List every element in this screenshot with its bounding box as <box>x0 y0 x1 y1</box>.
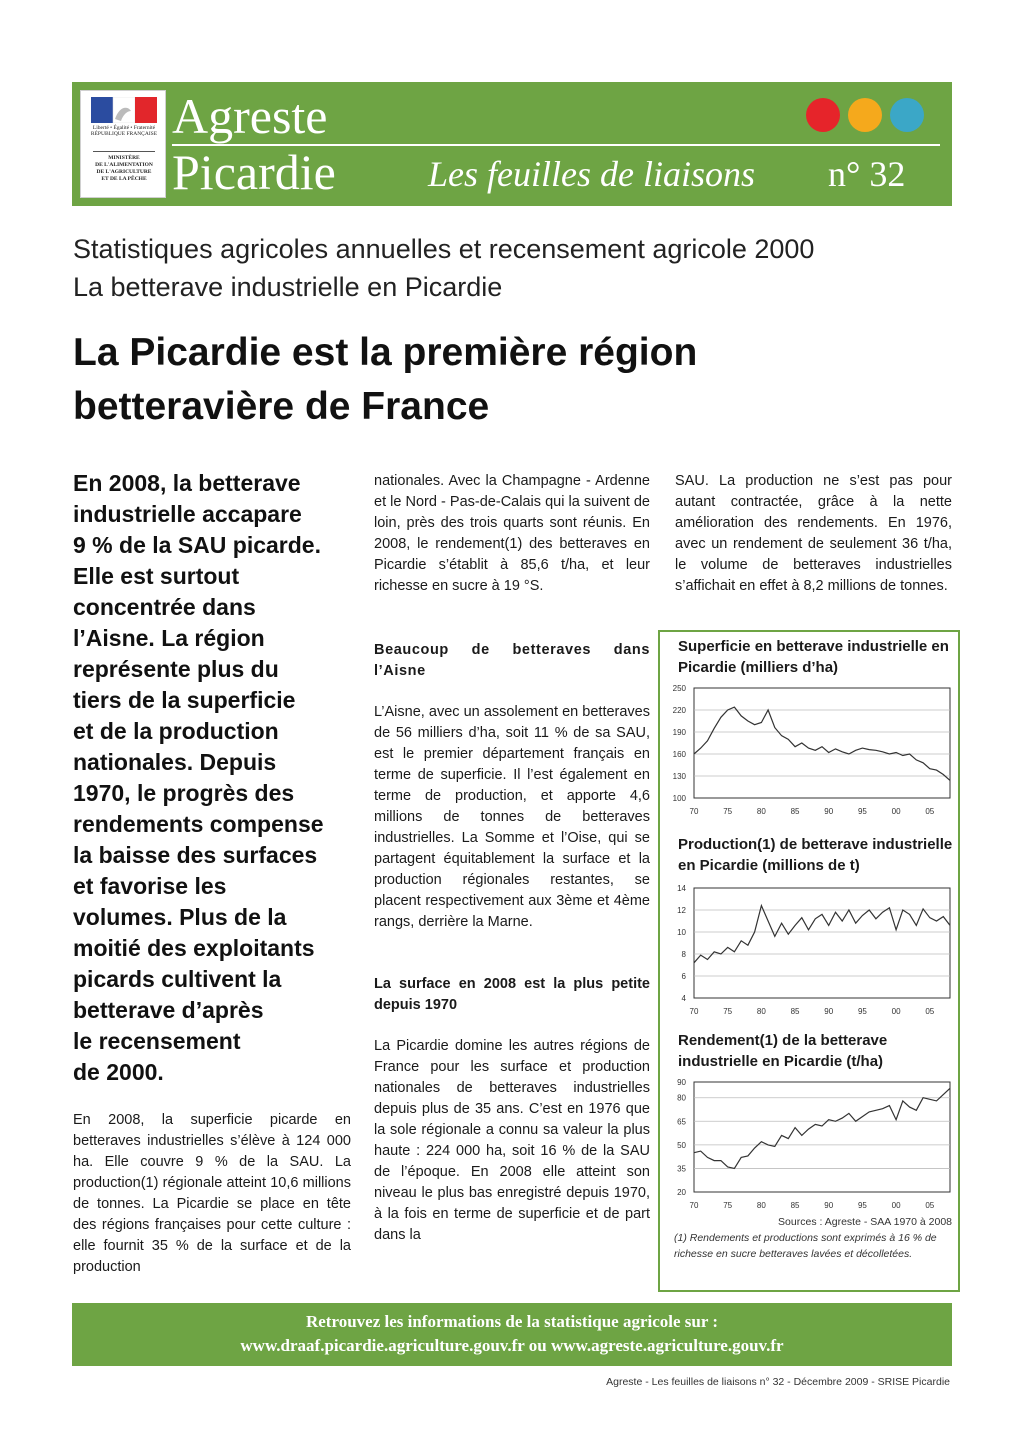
x-tick-label: 70 <box>689 1007 699 1016</box>
ministry-name-line: DE L'ALIMENTATION <box>95 162 153 168</box>
lead-line: de 2000. <box>73 1059 164 1085</box>
page-title <box>73 326 697 434</box>
y-tick-label: 160 <box>672 750 686 759</box>
col2-paragraph-2: L’Aisne, avec un assolement en betteraves de 56 milliers d’ha, soit 11 % de sa SAU, est le premier département français en terme de superficie. Il l’est également en terme de production, et apporte 4,6 millions de tonnes de betteraves industrielles. La Somme et l’Oise, qui se partagent équitablement la surface et la production régionales restantes, se placent respectivement aux 3ème et 4ème rangs, derrière la Marne. <box>374 704 650 930</box>
lead-line: concentrée dans <box>73 594 256 620</box>
chart-title-production: Production(1) de betterave industrielle en Picardie (millions de t) <box>678 836 953 874</box>
y-tick-label: 10 <box>677 928 686 937</box>
page-title-line: betteravière de France <box>73 385 490 428</box>
x-tick-label: 95 <box>857 807 867 816</box>
x-tick-label: 00 <box>891 807 901 816</box>
x-tick-label: 90 <box>824 1007 834 1016</box>
footer-banner <box>72 1303 952 1366</box>
lead-line: Elle est surtout <box>73 563 240 589</box>
x-tick-label: 05 <box>925 807 935 816</box>
chart-title-rendement: Rendement(1) de la betterave industrielle en Picardie (t/ha) <box>678 1032 888 1070</box>
header-banner <box>72 82 952 206</box>
x-tick-label: 85 <box>790 1007 800 1016</box>
y-tick-label: 220 <box>672 706 686 715</box>
x-tick-label: 00 <box>891 1007 901 1016</box>
brand-picardie: Picardie <box>172 144 336 200</box>
y-tick-label: 4 <box>681 994 686 1003</box>
x-tick-label: 75 <box>723 1007 733 1016</box>
chart-footnote: (1) Rendements et productions sont exprimés à 16 % de richesse en sucre betteraves lavées et décolletées. <box>674 1232 937 1260</box>
y-tick-label: 250 <box>672 684 686 693</box>
y-tick-label: 65 <box>677 1117 686 1127</box>
plot-frame <box>694 1082 950 1192</box>
issue-number: n° 32 <box>828 154 906 194</box>
col2-paragraph-1: nationales. Avec la Champagne - Ardenne et le Nord - Pas-de-Calais qui la suivent de loin, près des trois quarts sont réunis. En 2008, le rendement(1) des betteraves en Picardie s’établit à 85,6 t/ha, et leur richesse en sucre à 19 °S. <box>374 473 650 594</box>
x-tick-label: 80 <box>756 1201 766 1210</box>
lead-line: betterave d’après <box>73 997 264 1023</box>
col3-paragraph: SAU. La production ne s’est pas pour autant contractée, grâce à la nette amélioration des rendements. En 1976, avec un rendement de seulement 36 t/ha, le volume de betteraves industrielles s’affichait en effet à 8,2 millions de tonnes. <box>675 473 952 594</box>
lead-line: industrielle accapare <box>73 501 302 527</box>
x-tick-label: 85 <box>790 807 800 816</box>
lead-line: En 2008, la betterave <box>73 470 301 496</box>
lead-line: l’Aisne. La région <box>73 625 265 651</box>
subheading-surface: La surface en 2008 est la plus petite depuis 1970 <box>374 976 650 1013</box>
col1-paragraph: En 2008, la superficie picarde en betteraves industrielles s’élève à 124 000 ha. Elle couvre 9 % de la SAU. La production(1) régionale atteint 10,6 millions de tonnes. La Picardie se place en tête des régions françaises pour cette culture : elle fournit 35 % de la surface et de la production <box>73 1112 351 1275</box>
x-tick-label: 80 <box>756 1007 766 1016</box>
blue-dot-icon <box>890 98 924 132</box>
chart-rendement <box>660 1074 960 1214</box>
lead-line: représente plus du <box>73 656 279 682</box>
x-tick-label: 75 <box>723 1201 733 1210</box>
page-credit: Agreste - Les feuilles de liaisons n° 32 - Décembre 2009 - SRISE Picardie <box>606 1376 950 1388</box>
chart-production <box>660 880 960 1020</box>
page-title-line: La Picardie est la première région <box>73 331 698 374</box>
lead-line: 1970, le progrès des <box>73 780 295 806</box>
x-tick-label: 70 <box>689 807 699 816</box>
column-2 <box>374 471 650 1246</box>
lead-line: et favorise les <box>73 873 227 899</box>
y-tick-label: 6 <box>681 972 686 981</box>
y-tick-label: 90 <box>677 1078 686 1087</box>
lead-line: et de la production <box>73 718 279 744</box>
charts-panel <box>658 630 960 1292</box>
y-tick-label: 8 <box>681 950 686 959</box>
lead-line: nationales. Depuis <box>73 749 277 775</box>
kicker-line: Statistiques agricoles annuelles et recensement agricole 2000 <box>73 234 815 264</box>
ministry-name-line: DE L'AGRICULTURE <box>96 169 152 175</box>
chart-title-superficie: Superficie en betterave industrielle en Picardie (milliers d’ha) <box>678 638 949 676</box>
x-tick-label: 05 <box>925 1201 935 1210</box>
x-tick-label: 05 <box>925 1007 935 1016</box>
lead-line: volumes. Plus de la <box>73 904 287 930</box>
subheading-aisne: Beaucoup de betteraves dans l’Aisne <box>374 642 650 679</box>
orange-dot-icon <box>848 98 882 132</box>
y-tick-label: 50 <box>677 1140 686 1150</box>
plot-frame <box>694 888 950 998</box>
kicker <box>73 230 814 306</box>
y-tick-label: 35 <box>677 1164 686 1174</box>
ministry-republic: RÉPUBLIQUE FRANÇAISE <box>90 131 158 137</box>
y-tick-label: 20 <box>677 1188 686 1197</box>
y-tick-label: 80 <box>677 1093 686 1103</box>
lead-paragraph <box>73 468 351 1088</box>
footer-links[interactable]: www.draaf.picardie.agriculture.gouv.fr ou www.agreste.agriculture.gouv.fr <box>240 1336 784 1355</box>
footer-line-1: Retrouvez les informations de la statistique agricole sur : <box>305 1312 719 1331</box>
lead-line: picards cultivent la <box>73 966 282 992</box>
y-tick-label: 130 <box>672 772 686 781</box>
ministry-name-line: MINISTÈRE <box>108 155 140 161</box>
x-tick-label: 75 <box>723 807 733 816</box>
lead-line: 9 % de la SAU picarde. <box>73 532 321 558</box>
col2-paragraph-3: La Picardie domine les autres régions de France pour les surface et production nationales de betteraves industrielles depuis plus de 35 ans. C’est en 1976 que la sole régionale a connu sa valeur la plus haute : 224 000 ha, soit 16 % de la SAU de l’époque. En 2008 elle atteint son niveau le plus bas enregistré depuis 1970, à la fois en terme de superficie et de part dans la <box>374 1038 650 1243</box>
ministry-logo <box>80 90 166 198</box>
lead-line: la baisse des surfaces <box>73 842 318 868</box>
y-tick-label: 14 <box>677 884 686 893</box>
lead-line: rendements compense <box>73 811 324 837</box>
x-tick-label: 85 <box>790 1201 800 1210</box>
ministry-motto: Liberté • Égalité • Fraternité <box>92 125 156 131</box>
x-tick-label: 95 <box>857 1007 867 1016</box>
publication-name: Les feuilles de liaisons <box>428 154 755 194</box>
y-tick-label: 12 <box>677 906 686 915</box>
chart-superficie <box>660 680 960 820</box>
chart-source: Sources : Agreste - SAA 1970 à 2008 <box>778 1216 952 1228</box>
x-tick-label: 80 <box>756 807 766 816</box>
marianne-flag-icon <box>91 97 157 123</box>
y-tick-label: 190 <box>672 728 686 737</box>
ministry-name-line: ET DE LA PÊCHE <box>101 176 147 182</box>
brand-agreste: Agreste <box>172 88 328 144</box>
x-tick-label: 90 <box>824 1201 834 1210</box>
x-tick-label: 90 <box>824 807 834 816</box>
column-1 <box>73 468 351 1278</box>
x-tick-label: 95 <box>857 1201 867 1210</box>
kicker-line: La betterave industrielle en Picardie <box>73 272 503 302</box>
red-dot-icon <box>806 98 840 132</box>
column-3 <box>675 471 952 597</box>
y-tick-label: 100 <box>672 794 686 803</box>
x-tick-label: 00 <box>891 1201 901 1210</box>
lead-line: le recensement <box>73 1028 241 1054</box>
x-tick-label: 70 <box>689 1201 699 1210</box>
plot-frame <box>694 688 950 798</box>
lead-line: tiers de la superficie <box>73 687 296 713</box>
logo-divider <box>93 151 155 152</box>
lead-line: moitié des exploitants <box>73 935 315 961</box>
